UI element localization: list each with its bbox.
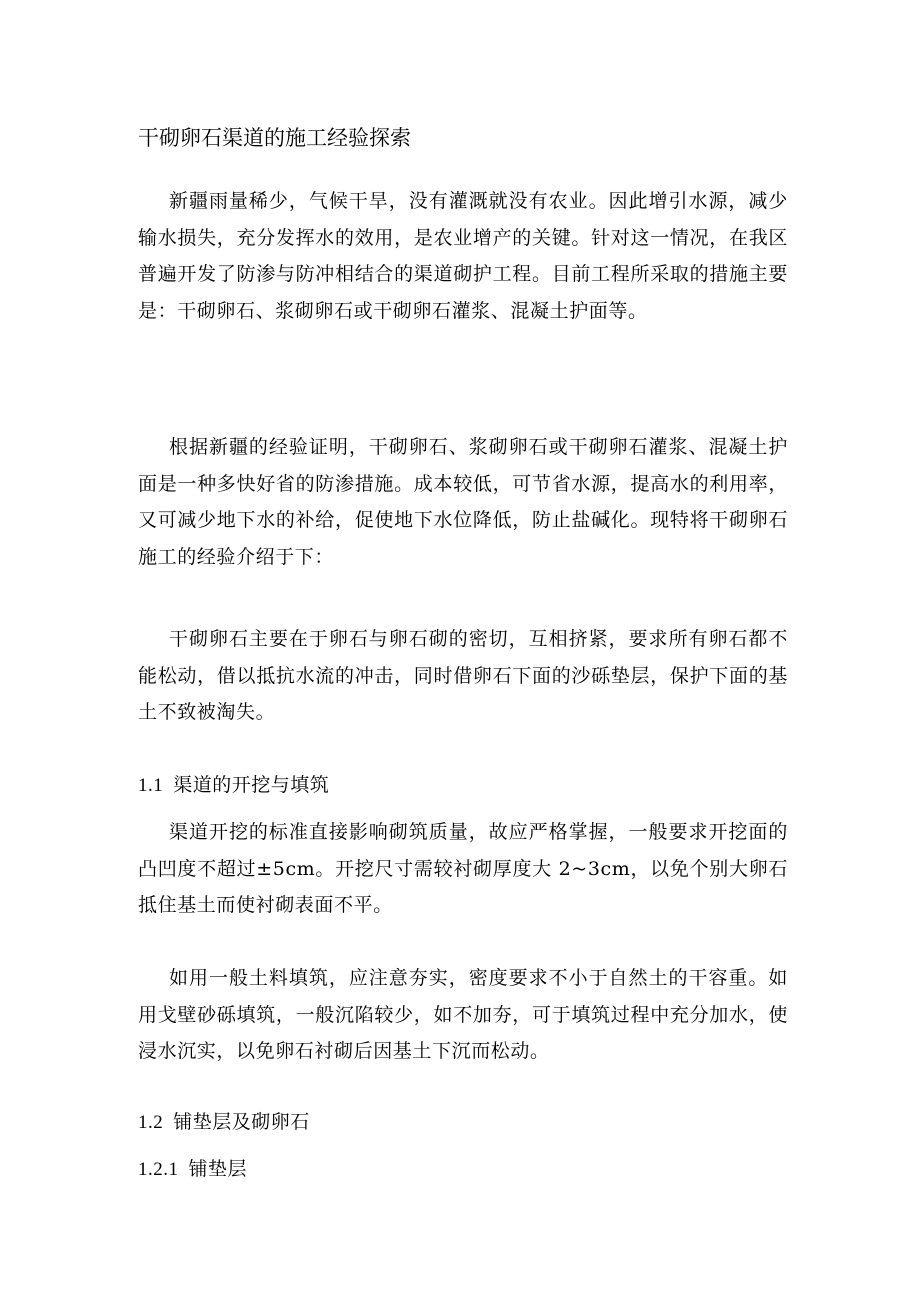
paragraph-intro: 新疆雨量稀少，气候干旱，没有灌溉就没有农业。因此增引水源，减少输水损失，充分发挥水的效用，是农业增产的关键。针对这一情况，在我区普遍开发了防渗与防冲相结合的渠道砌护工程。目前工程所采取的措施主要是：干砌卵石、浆砌卵石或干砌卵石灌浆、混凝土护面等。	[138, 190, 788, 322]
document-title: 干砌卵石渠道的施工经验探索	[138, 126, 411, 150]
section-title: 铺垫层及砌卵石	[173, 1111, 310, 1133]
section-heading-1-2-1	[138, 1151, 247, 1188]
section-heading-1-2	[138, 1104, 310, 1141]
paragraph-experience: 根据新疆的经验证明，干砌卵石、浆砌卵石或干砌卵石灌浆、混凝土护面是一种多快好省的防渗措施。成本较低，可节省水源，提高水的利用率，又可减少地下水的补给，促使地下水位降低，防止盐碱化。现特将干砌卵石施工的经验介绍于下：	[138, 436, 788, 568]
section-heading-1-1	[138, 767, 329, 804]
paragraph-principle: 干砌卵石主要在于卵石与卵石砌的密切，互相挤紧，要求所有卵石都不能松动，借以抵抗水流的冲击，同时借卵石下面的沙砾垫层，保护下面的基土不致被淘失。	[138, 628, 788, 724]
section-title: 铺垫层	[188, 1158, 248, 1180]
section-number: 1.1	[138, 775, 164, 796]
section-title: 渠道的开挖与填筑	[173, 774, 330, 796]
paragraph-filling: 如用一般土料填筑，应注意夯实，密度要求不小于自然土的干容重。如用戈壁砂砾填筑，一般沉陷较少，如不加夯，可于填筑过程中充分加水，使浸水沉实，以免卵石衬砌后因基土下沉而松动。	[138, 967, 788, 1063]
section-number: 1.2	[138, 1112, 164, 1133]
paragraph-excavation: 渠道开挖的标准直接影响砌筑质量，故应严格掌握，一般要求开挖面的凸凹度不超过±5cm。开挖尺寸需较衬砌厚度大 2~3cm，以免个别大卵石抵住基土而使衬砌表面不平。	[138, 821, 788, 917]
section-number: 1.2.1	[138, 1159, 179, 1180]
